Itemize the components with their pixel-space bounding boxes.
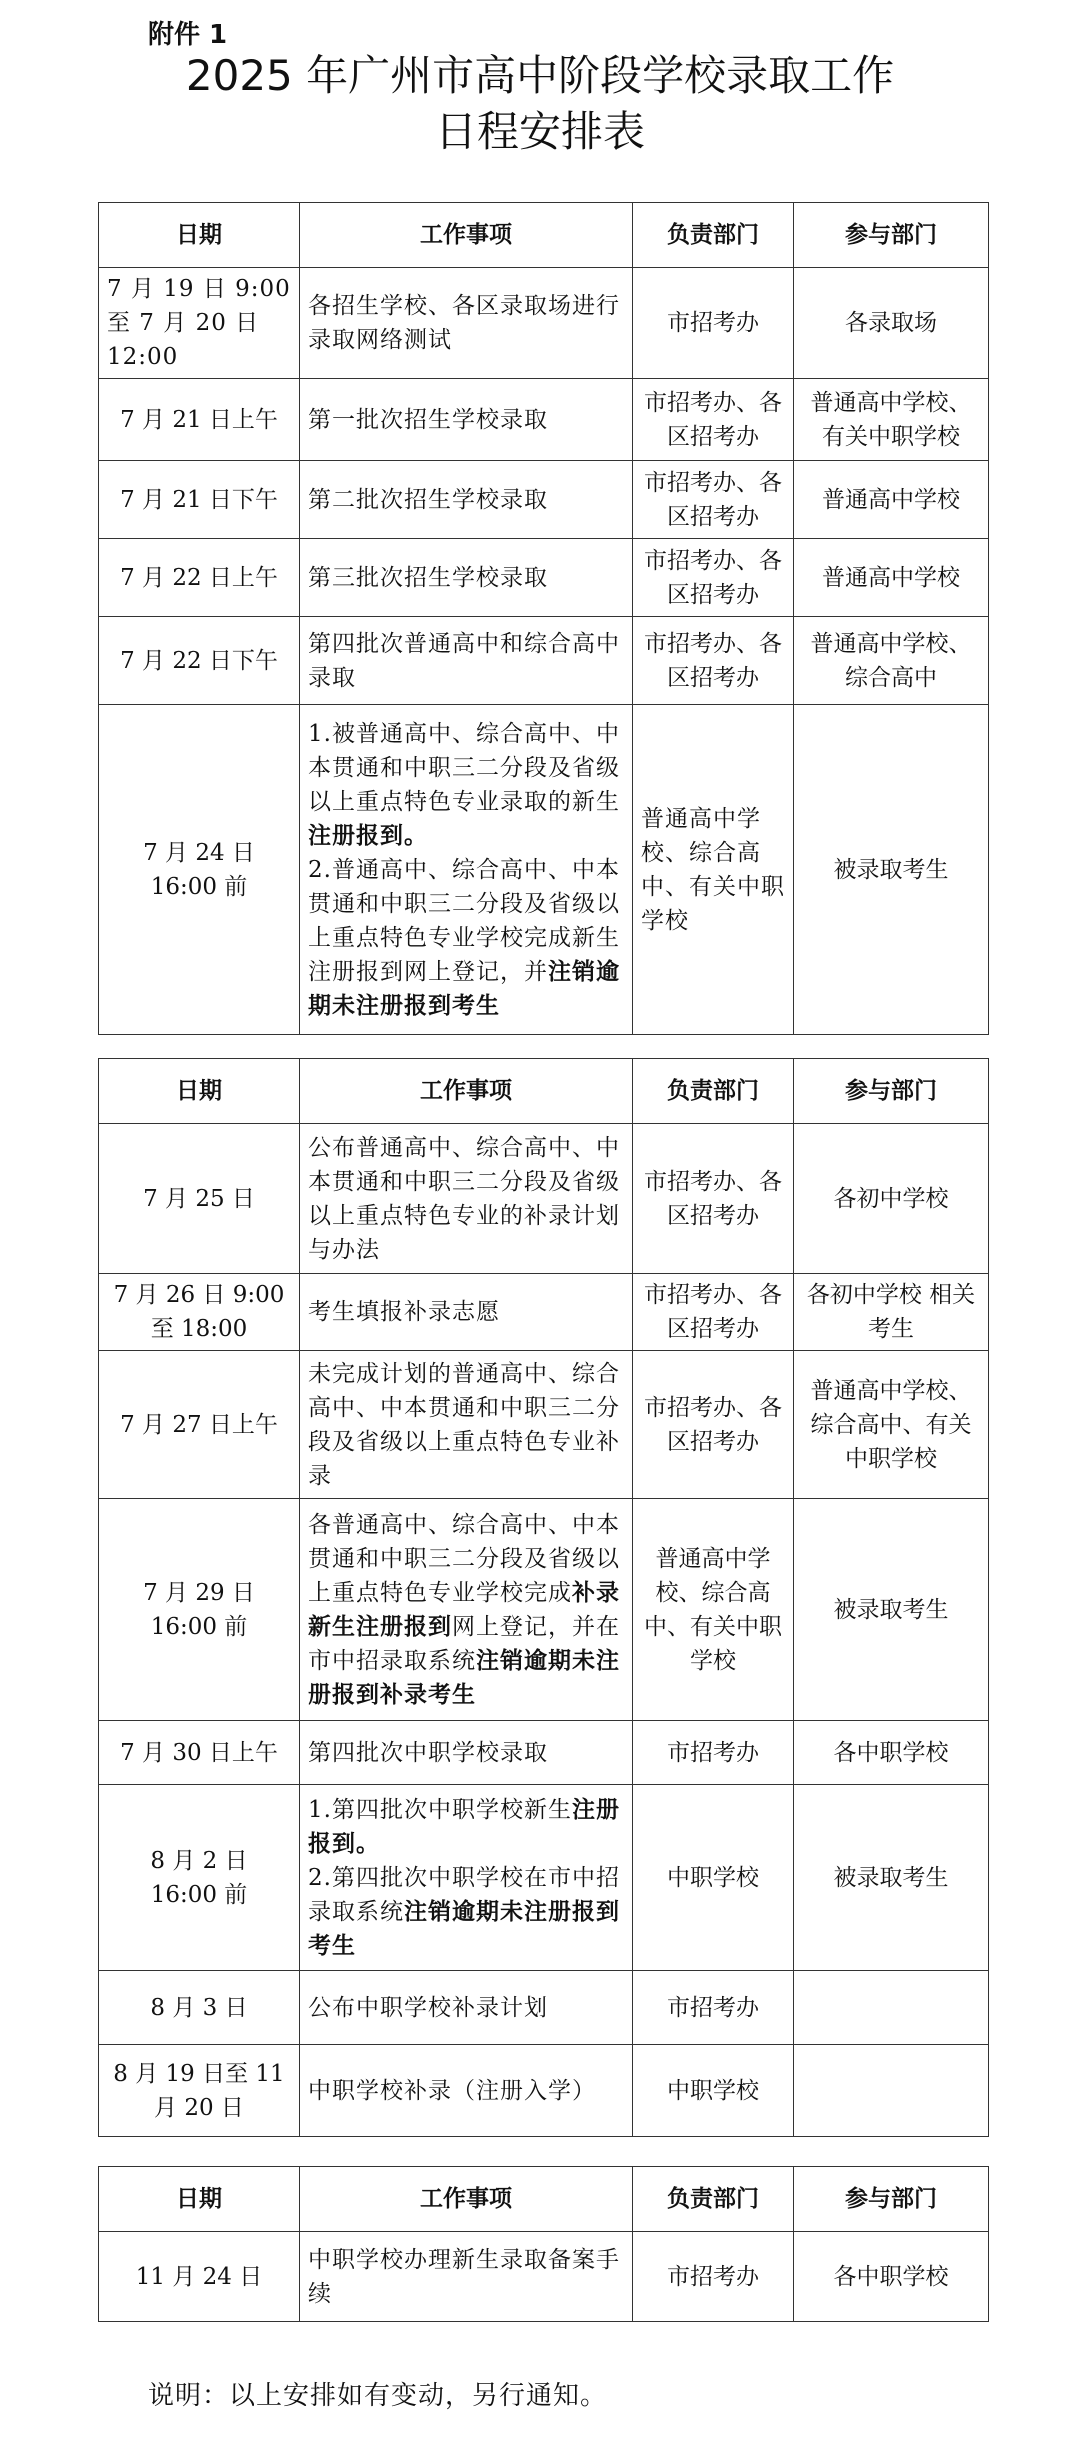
- schedule-table-2: [98, 1058, 989, 2137]
- date-cell: 7 月 25 日: [99, 1124, 300, 1274]
- task-cell: 公布普通高中、综合高中、中本贯通和中职三二分段及省级以上重点特色专业的补录计划与办法: [300, 1124, 633, 1274]
- footnote: 说明：以上安排如有变动，另行通知。: [148, 2381, 608, 2411]
- date-cell: [99, 1785, 300, 1971]
- task-emphasis: 注销逾期未注册报到考生: [308, 957, 620, 1019]
- responsible-cell: 市招考办、各区招考办: [633, 379, 794, 461]
- participants-cell: 普通高中学校: [794, 461, 989, 539]
- header-task: 工作事项: [300, 2167, 633, 2232]
- participants-cell: 各中职学校: [794, 1721, 989, 1785]
- header-responsible: 负责部门: [633, 203, 794, 268]
- date-cell: 7 月 30 日上午: [99, 1721, 300, 1785]
- table-row: [99, 379, 989, 461]
- header-date: 日期: [99, 1059, 300, 1124]
- header-participants: 参与部门: [794, 1059, 989, 1124]
- responsible-cell: 市招考办、各区招考办: [633, 1274, 794, 1351]
- date-line: 16:00 前: [150, 1881, 248, 1908]
- task-cell: 公布中职学校补录计划: [300, 1971, 633, 2045]
- task-cell: 第四批次中职学校录取: [300, 1721, 633, 1785]
- header-task: 工作事项: [300, 1059, 633, 1124]
- table-row: [99, 705, 989, 1035]
- responsible-cell: 市招考办: [633, 1721, 794, 1785]
- task-text: 网上登记，并在市中招录取系统: [308, 1613, 620, 1674]
- participants-cell: 各录取场: [794, 268, 989, 379]
- responsible-cell: 市招考办、各区招考办: [633, 461, 794, 539]
- table-row: [99, 2045, 989, 2137]
- date-line: 7 月 24 日: [143, 839, 255, 866]
- table-header-row: [99, 1059, 989, 1124]
- task-cell: 第二批次招生学校录取: [300, 461, 633, 539]
- date-line: 16:00 前: [150, 1613, 248, 1640]
- date-line: 7 月 29 日: [143, 1579, 255, 1606]
- responsible-cell: 市招考办、各区招考办: [633, 617, 794, 705]
- participants-cell: 被录取考生: [794, 1499, 989, 1721]
- task-text: 2.普通高中、综合高中、中本贯通和中职三二分段及省级以上重点特色专业学校完成新生注册报到网上登记，并: [308, 856, 620, 985]
- table-row: [99, 1721, 989, 1785]
- task-cell: 未完成计划的普通高中、综合高中、中本贯通和中职三二分段及省级以上重点特色专业补录: [300, 1351, 633, 1499]
- responsible-cell: 中职学校: [633, 1785, 794, 1971]
- task-cell: 各招生学校、各区录取场进行录取网络测试: [300, 268, 633, 379]
- date-cell: 7 月 21 日上午: [99, 379, 300, 461]
- table-row: [99, 1971, 989, 2045]
- date-cell: 7 月 19 日 9:00 至 7 月 20 日 12:00: [99, 268, 300, 379]
- responsible-cell: 普通高中学校、综合高中、有关中职学校: [633, 705, 794, 1035]
- document-title: 2025 年广州市高中阶段学校录取工作: [185, 51, 895, 100]
- table-row: [99, 268, 989, 379]
- participants-cell: 普通高中学校: [794, 539, 989, 617]
- task-emphasis: 补录新生注册报到: [308, 1578, 620, 1640]
- date-line: 16:00 前: [150, 873, 248, 900]
- table-row: [99, 1351, 989, 1499]
- responsible-cell: 市招考办、各区招考办: [633, 1124, 794, 1274]
- responsible-cell: 市招考办、各区招考办: [633, 539, 794, 617]
- date-cell: 7 月 22 日上午: [99, 539, 300, 617]
- header-date: 日期: [99, 203, 300, 268]
- task-cell: 中职学校办理新生录取备案手续: [300, 2232, 633, 2322]
- participants-cell: 各中职学校: [794, 2232, 989, 2322]
- task-cell: 第三批次招生学校录取: [300, 539, 633, 617]
- header-responsible: 负责部门: [633, 1059, 794, 1124]
- task-cell: 第四批次普通高中和综合高中录取: [300, 617, 633, 705]
- schedule-table-1: [98, 202, 989, 1035]
- date-cell: 7 月 26 日 9:00 至 18:00: [99, 1274, 300, 1351]
- table-header-row: [99, 203, 989, 268]
- participants-cell: [794, 1971, 989, 2045]
- participants-cell: 普通高中学校、有关中职学校: [794, 379, 989, 461]
- schedule-table-3: [98, 2166, 989, 2322]
- participants-cell: 被录取考生: [794, 705, 989, 1035]
- document-subtitle: 日程安排表: [434, 107, 645, 156]
- table-row: [99, 617, 989, 705]
- responsible-cell: 市招考办: [633, 1971, 794, 2045]
- responsible-cell: 市招考办: [633, 268, 794, 379]
- task-text: 1.被普通高中、综合高中、中本贯通和中职三二分段及省级以上重点特色专业录取的新生: [308, 720, 620, 815]
- responsible-cell: 市招考办: [633, 2232, 794, 2322]
- task-cell: 中职学校补录（注册入学）: [300, 2045, 633, 2137]
- date-cell: 11 月 24 日: [99, 2232, 300, 2322]
- table-row: [99, 2232, 989, 2322]
- date-cell: 7 月 22 日下午: [99, 617, 300, 705]
- participants-cell: [794, 2045, 989, 2137]
- table-header-row: [99, 2167, 989, 2232]
- responsible-cell: 普通高中学校、综合高中、有关中职学校: [633, 1499, 794, 1721]
- attachment-label: 附件 1: [148, 20, 228, 50]
- header-responsible: 负责部门: [633, 2167, 794, 2232]
- date-cell: [99, 705, 300, 1035]
- date-cell: 7 月 27 日上午: [99, 1351, 300, 1499]
- task-emphasis: 注销逾期未注册报到补录考生: [308, 1646, 620, 1708]
- table-row: [99, 1499, 989, 1721]
- task-emphasis: 注册报到。: [308, 821, 428, 849]
- header-participants: 参与部门: [794, 203, 989, 268]
- participants-cell: 普通高中学校、综合高中、有关中职学校: [794, 1351, 989, 1499]
- responsible-cell: 市招考办、各区招考办: [633, 1351, 794, 1499]
- header-date: 日期: [99, 2167, 300, 2232]
- participants-cell: 普通高中学校、综合高中: [794, 617, 989, 705]
- task-cell: 考生填报补录志愿: [300, 1274, 633, 1351]
- header-participants: 参与部门: [794, 2167, 989, 2232]
- table-row: [99, 1785, 989, 1971]
- participants-cell: 各初中学校: [794, 1124, 989, 1274]
- task-emphasis: 注销逾期未注册报到考生: [308, 1897, 620, 1959]
- task-cell: [300, 705, 633, 1035]
- participants-cell: 被录取考生: [794, 1785, 989, 1971]
- table-row: [99, 1274, 989, 1351]
- table-row: [99, 539, 989, 617]
- date-line: 8 月 2 日: [150, 1847, 248, 1874]
- task-text: 各普通高中、综合高中、中本贯通和中职三二分段及省级以上重点特色专业学校完成: [308, 1511, 620, 1606]
- task-cell: [300, 1785, 633, 1971]
- date-cell: 8 月 3 日: [99, 1971, 300, 2045]
- task-cell: [300, 1499, 633, 1721]
- task-text: 2.第四批次中职学校在市中招录取系统: [308, 1864, 620, 1925]
- participants-cell: 各初中学校 相关考生: [794, 1274, 989, 1351]
- task-text: 1.第四批次中职学校新生: [308, 1796, 572, 1823]
- table-row: [99, 461, 989, 539]
- task-cell: 第一批次招生学校录取: [300, 379, 633, 461]
- date-cell: 8 月 19 日至 11 月 20 日: [99, 2045, 300, 2137]
- date-cell: 7 月 21 日下午: [99, 461, 300, 539]
- header-task: 工作事项: [300, 203, 633, 268]
- responsible-cell: 中职学校: [633, 2045, 794, 2137]
- task-emphasis: 注册报到。: [308, 1795, 620, 1857]
- date-cell: [99, 1499, 300, 1721]
- table-row: [99, 1124, 989, 1274]
